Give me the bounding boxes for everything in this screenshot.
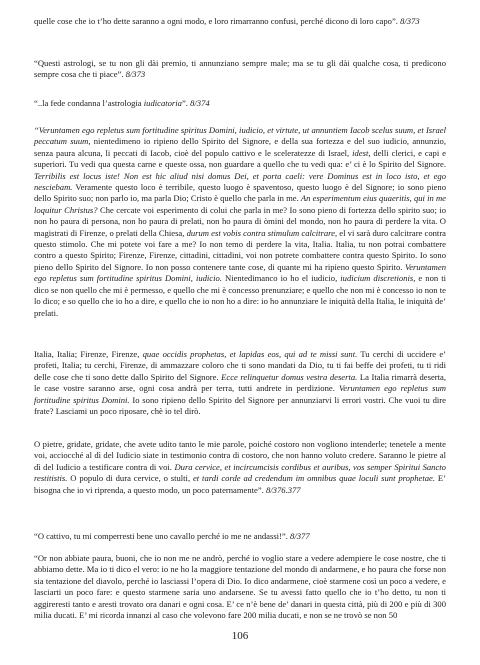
italic-text-segment: et tardi corde ad credendum im omnibus quae loculi sunt prophetae.: [192, 473, 436, 484]
italic-text-segment: An esperimentum eius quaeritis, qui in me loquitur Christus?: [34, 193, 446, 215]
text-segment: , el vi sarà duro calcitrare contra questo stimolo. Che mi potete voi fare a me? Io non temo di perdere la vita, Italia. Italia, tu non potrai combattere contro a questo Spirito; Firenze, Firenze, cittadini, cittadini, voi non potrete combattere contra questo Spirito. Io sono pieno dello Spirito del Signore. Io non posso contenere tante cose, di quante mi ha ripieno questo Spirito.: [34, 227, 446, 272]
italic-text-segment: 8/376.377: [265, 484, 301, 495]
text-segment: La Italia rimarrà deserta, le case vostre saranno arse, ogni cosa andrà per terra, tutti andrete in perdizione.: [34, 371, 446, 394]
paragraph-quote-1: [34, 16, 446, 27]
italic-text-segment: idest: [352, 147, 369, 158]
italic-text-segment: 8/373: [400, 16, 420, 26]
italic-text-segment: 8/374: [190, 98, 210, 108]
text-segment: , nientedimeno io ripieno dello Spirito del Signore, e della sua fortezza e del suo iudicio, annunzio, senza paura alcuna, li peccati di Iacob, cioè del populo cattivo e le sceleratezze di Israel,: [34, 136, 446, 158]
italic-text-segment: Ecce relinquetur domus vestra deserta.: [221, 371, 358, 382]
text-segment: Tu cerchi di uccidere e’ profeti, Italia; tu cerchi, Firenze, di ammazzare coloro che ti sono mandati da Dio, tu ti fai beffe dei profeti, tu ti ridi delle cose che ti sono dette dallo Spirito del Signore.: [34, 349, 446, 382]
text-segment: , e non ti dico se non quello che mi è permesso, e quello che mi è concesso prenunziare; e quello che non mi è concesso io non te lo dico; e so quello che io ho a dire, e quello che io non ho a dire: io ho annunziare le iniquità della Italia, le iniquità de’ prelati.: [34, 273, 446, 318]
text-segment: O pietre, gridate, gridate, che avete udito tanto le mie parole, poiché costoro non vogliono intenderle; tenetele a mente voi, acciocché al dì del Iudicio siate in testimonio contra di costoro, che non hanno voluto credere. Saranno le pietre al dì del Iudicio a testificare contra di voi.: [34, 439, 446, 472]
text-segment: Nientedimanco io ho el iudicio,: [221, 273, 341, 284]
page-number: 106: [231, 630, 249, 642]
text-segment: Italia, Italia; Firenze, Firenze,: [34, 349, 143, 359]
paragraph-quote-2: [34, 58, 446, 81]
text-segment: E’ bisogna che io vi riprenda, a questo modo, un poco paternamente”.: [34, 473, 447, 495]
italic-text-segment: Veruntamen ego repletus sum fortitudine spiritus Domini, iudicio.: [34, 261, 446, 284]
text-segment: Che cercate voi esperimento di colui che parla in me? Io sono pieno di fortezza dello spirito suo; io non ho paura di persona, non ho paura di prelati, non ho paura di òmini del mondo, non ho paura di perdere la vita. O magistrati di Firenze, o prelati della Chiesa,: [34, 204, 446, 238]
text-segment: ”.: [181, 98, 191, 108]
text-segment: “O cattivo, tu mi comperresti bene uno cavallo perché io me ne andassi!”.: [34, 531, 291, 541]
text-segment: O populo di dura cervice, o stulti,: [67, 473, 193, 484]
text-segment: Veramente questo loco è terribile, questo luogo è spaventoso, questo luogo è del Signore; io sono pieno dello Spirito suo; non parlo io, ma parla Dio; Cristo è quello che parla in me.: [34, 182, 446, 204]
text-segment: , delli clerici, e capi e superiori. Tu vedi qua questa carne e queste ossa, non guardare a quello che tu vedi qua: e’ ci è lo Spirito del Signore.: [34, 147, 446, 170]
italic-text-segment: 8/373: [125, 69, 146, 80]
italic-text-segment: iudicatoria: [143, 98, 182, 108]
italic-text-segment: quae occidis prophetas, et lapidas eos, qui ad te missi sunt.: [142, 349, 358, 359]
text-segment: “Or non abbiate paura, buoni, che io non me ne andrò, perché io voglio stare a vedere adempiere le cose nostre, che ti abbiamo dette. Ma io ti dico el vero: io ne ho la maggiore tentazione del mondo di andarmene, e ho paura che forse non sia tentazione del diavolo, perché io lasciassi l’opera di Dio. Io dico andarmene, cioè starmene così un poco a vedere, e lasciarti un poco fare: e questo starmene saria uno andarsene. Se tu avessi fatto quello che io t’ho detto, tu non ti aggireresti tanto e aresti trovato ora danari e ogni cosa. E’ ce n’è bene de’ danari in questa città, più di 200 e più di 300 milia ducati. E’ mi ricorda innanzi al caso che volevono fare 200 milia ducati, e non se ne trovò se non 50: [34, 553, 446, 621]
italic-text-segment: 8/377: [290, 531, 310, 541]
italic-text-segment: Dura cervice, et incircumcisis cordibus et auribus, vos semper Spiritui Sancto restitistis.: [34, 461, 446, 484]
text-segment: “..la fede condanna l’astrologia: [34, 98, 144, 108]
paragraph-quote-6: [34, 439, 446, 496]
paragraph-quote-7: [34, 531, 446, 542]
italic-text-segment: “Veruntamen ego repletus sum fortitudine spiritus Domini, iudicio, et virtute, ut annuntiem Iacob scelus suum, et Israel peccatum suum: [34, 125, 446, 147]
text-segment: quelle cose che io t’ho dette saranno a ogni modo, e loro rimarranno confusi, perché dicono di loro capo”.: [34, 16, 401, 26]
text-segment: “Questi astrologi, se tu non gli dài premio, ti annunziano sempre male; ma se tu gli dài qualche cosa, ti predicono sempre cosa che ti piace”.: [34, 58, 446, 80]
italic-text-segment: Terribilis est locus iste! Non est hic aliud nisi domus Dei, et porta caeli: vere Dominus est in loco isto, et ego nesciebam.: [34, 170, 446, 193]
paragraph-quote-8: [34, 553, 446, 621]
text-segment: Io sono ripieno dello Spirito del Signore per annunziarvi li errori vostri. Che vuoi tu dire frate? Lasciami un poco riposare, chè io tel dirò.: [34, 394, 446, 417]
paragraph-quote-5: [34, 349, 446, 417]
paragraph-quote-4: [34, 125, 446, 319]
italic-text-segment: Veruntamen ego repletus sum fortitudine spiritus Domini.: [34, 383, 446, 405]
paragraph-quote-3: [34, 98, 446, 109]
italic-text-segment: durum est vobis contra stimulum calcitrare: [186, 227, 335, 238]
italic-text-segment: iudicium discretionis: [340, 273, 414, 284]
